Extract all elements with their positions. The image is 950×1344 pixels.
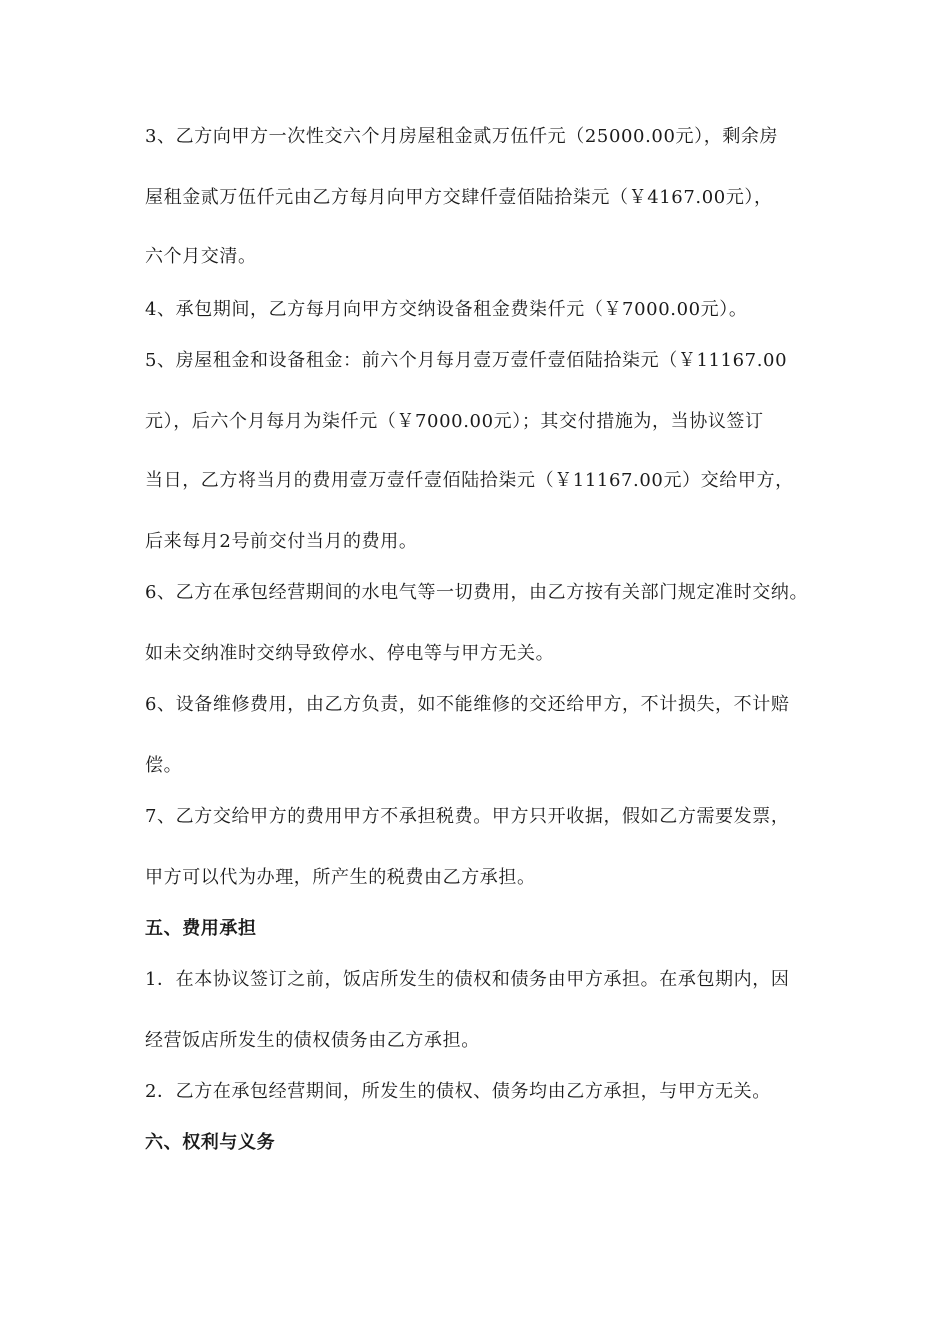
clause-3-line-1: 3、乙方向甲方一次性交六个月房屋租金贰万伍仟元（25000.00元），剩余房 — [145, 126, 779, 147]
clause-4-line-1: 4、承包期间，乙方每月向甲方交纳设备租金费柒仟元（￥7000.00元）。 — [145, 299, 748, 320]
section-5-item-1-line-2: 经营饭店所发生的债权债务由乙方承担。 — [145, 1030, 480, 1051]
clause-6b-line-2: 偿。 — [145, 755, 183, 776]
clause-5-line-3: 当日，乙方将当月的费用壹万壹仟壹佰陆拾柒元（￥11167.00元）交给甲方， — [145, 470, 794, 491]
clause-3-line-2: 屋租金贰万伍仟元由乙方每月向甲方交肆仟壹佰陆拾柒元（￥4167.00元）， — [145, 187, 773, 208]
clause-5-line-1: 5、房屋租金和设备租金：前六个月每月壹万壹仟壹佰陆拾柒元（￥11167.00 — [145, 350, 788, 371]
section-5-item-2-line-1: 2．乙方在承包经营期间，所发生的债权、债务均由乙方承担，与甲方无关。 — [145, 1081, 771, 1102]
section-5-heading: 五、费用承担 — [145, 918, 257, 939]
clause-6a-line-1: 6、乙方在承包经营期间的水电气等一切费用，由乙方按有关部门规定准时交纳。 — [145, 582, 809, 603]
clause-5-line-4: 后来每月2号前交付当月的费用。 — [145, 531, 418, 552]
clause-7-line-1: 7、乙方交给甲方的费用甲方不承担税费。甲方只开收据，假如乙方需要发票， — [145, 806, 790, 827]
clause-7-line-2: 甲方可以代为办理，所产生的税费由乙方承担。 — [145, 867, 536, 888]
section-5-item-1-line-1: 1．在本协议签订之前，饭店所发生的债权和债务由甲方承担。在承包期内，因 — [145, 969, 790, 990]
section-6-heading: 六、权利与义务 — [145, 1132, 276, 1153]
clause-3-line-3: 六个月交清。 — [145, 246, 257, 267]
clause-5-line-2: 元），后六个月每月为柒仟元（￥7000.00元）；其交付措施为，当协议签订 — [145, 411, 764, 432]
clause-6b-line-1: 6、设备维修费用，由乙方负责，如不能维修的交还给甲方，不计损失，不计赔 — [145, 694, 790, 715]
clause-6a-line-2: 如未交纳准时交纳导致停水、停电等与甲方无关。 — [145, 643, 555, 664]
